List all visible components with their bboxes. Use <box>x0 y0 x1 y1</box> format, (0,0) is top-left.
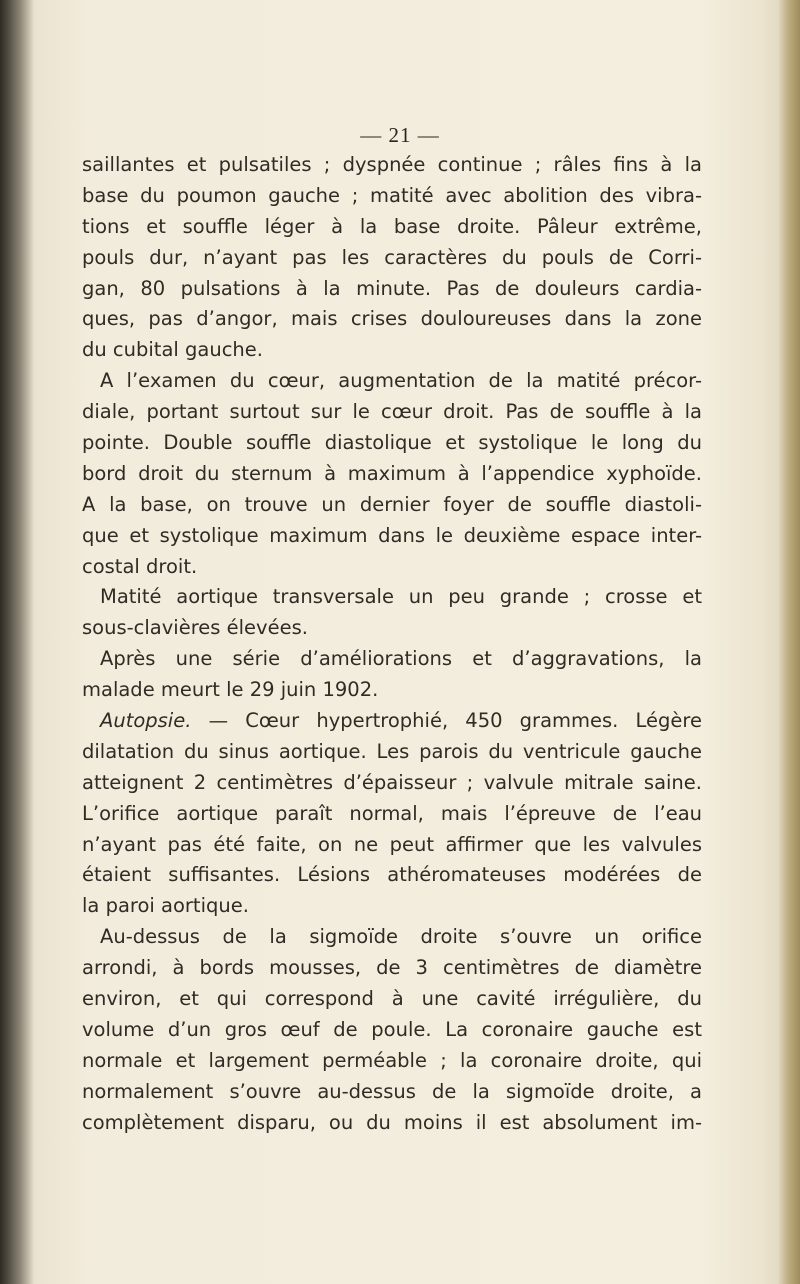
text-line: saillantes et pulsatiles ; dyspnée continue ; râles fins à la <box>82 153 702 176</box>
text-line: n’ayant pas été faite, on ne peut affirmer que les valvules <box>82 832 702 856</box>
text-line: la paroi aortique. <box>82 894 249 918</box>
text-line: pointe. Double souffle diastolique et systolique le long du <box>82 431 702 455</box>
text-line: atteignent 2 centimètres d’épaisseur ; valvule mitrale saine. <box>82 770 702 794</box>
text-line: base du poumon gauche ; matité avec abolition des vibra- <box>82 183 702 207</box>
text-line: tions et souffle léger à la base droite. Pâleur extrême, <box>82 214 702 238</box>
text-line: environ, et qui correspond à une cavité irrégulière, du <box>82 987 702 1011</box>
page-number: — 21 — <box>360 123 440 147</box>
text-line: complètement disparu, ou du moins il est absolument im- <box>82 1110 702 1134</box>
text-line: bord droit du sternum à maximum à l’appendice xyphoïde. <box>82 461 702 485</box>
text-line: ques, pas d’angor, mais crises douloureuses dans la zone <box>82 307 702 331</box>
text-line: normale et largement perméable ; la coronaire droite, qui <box>82 1048 702 1072</box>
text-line: sous-clavières élevées. <box>82 616 308 640</box>
text-line: étaient suffisantes. Lésions athéromateuses modérées de <box>82 863 702 887</box>
text-line: arrondi, à bords mousses, de 3 centimètres de diamètre <box>82 956 702 980</box>
text-line: gan, 80 pulsations à la minute. Pas de douleurs cardia- <box>82 276 702 300</box>
autopsie-heading: Autopsie. <box>100 709 192 733</box>
body-text <box>82 150 702 1139</box>
text-line: normalement s’ouvre au-dessus de la sigmoïde droite, a <box>82 1079 702 1103</box>
text-line: Au-dessus de la sigmoïde droite s’ouvre un orifice <box>100 925 702 949</box>
text-line: costal droit. <box>82 554 198 578</box>
binding-shadow <box>0 0 34 1284</box>
text-line: diale, portant surtout sur le cœur droit. Pas de souffle à la <box>82 400 702 424</box>
text-line: du cubital gauche. <box>82 338 263 362</box>
text-line: Matité aortique transversale un peu grande ; crosse et <box>100 585 702 609</box>
text-line <box>82 706 702 737</box>
text-line: L’orifice aortique paraît normal, mais l’épreuve de l’eau <box>82 801 702 825</box>
text-line: Après une série d’améliorations et d’aggravations, la <box>100 647 702 671</box>
text-line: que et systolique maximum dans le deuxième espace inter- <box>82 523 702 547</box>
text-line: malade meurt le 29 juin 1902. <box>82 678 379 702</box>
text-line: A la base, on trouve un dernier foyer de souffle diastoli- <box>82 492 702 516</box>
page-edge <box>778 0 800 1284</box>
text-line: A l’examen du cœur, augmentation de la matité précor- <box>100 369 702 393</box>
text-line: dilatation du sinus aortique. Les parois du ventricule gauche <box>82 739 702 763</box>
text-line-rest: — Cœur hypertrophié, 450 grammes. Légère <box>191 709 702 733</box>
text-line: volume d’un gros œuf de poule. La coronaire gauche est <box>82 1017 702 1041</box>
text-line: pouls dur, n’ayant pas les caractères du pouls de Corri- <box>82 245 702 269</box>
